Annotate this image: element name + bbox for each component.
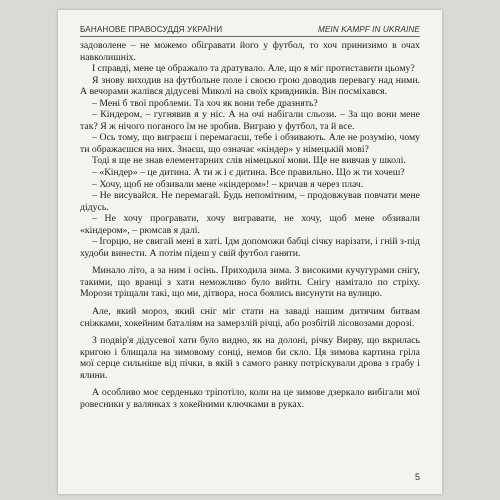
paragraph: А особливо моє серденько тріпотіло, коли на це зимове дзеркало вибігали мої ровесники у валянках з хокейними ключками в руках. [80,387,420,410]
paragraph: Минало літо, а за ним і осінь. Приходила зима. З високими кучугурами снігу, такими, що вранці з хати неможливо було вийти. Снігу намітало по стріху. Морози тріщали такі, що ми, дітвора, носа боялись висунути на вулицю. [80,265,420,300]
paragraph: задоволене – не можемо обігравати його у футбол, то хоч принизимо в очах навколишніх. [80,40,420,63]
paragraph: – Ігорцю, не свигай мені в хаті. Ідм допоможи бабці січку нарізати, і гній з-під худоби винести. А потім підеш у свій футбол ганяти. [80,236,420,259]
paragraph: Тоді я ще не знав елементарних слів німецької мови. Ще не вивчав у школі. [92,155,406,167]
paragraph: Я знову виходив на футбольне поле і своєю грою доводив перевагу над ними. А вечорами жалівся дідусеві Миколі на своїх кривдників. Він посміхався. [80,74,420,98]
book-page [58,10,442,494]
paragraph: – Не хочу програвати, хочу вигравати, не хочу, щоб мене обзивали «кіндером», – рюмсав я далі. [80,213,420,236]
page-number: 5 [414,472,420,482]
paragraph: І справді, мене це ображало та дратувало. Але, що я міг протиставити цьому? [92,63,415,75]
paragraph: – Хочу, щоб не обзивали мене «кіндером»! – кричав я через плач. [92,178,364,190]
paragraph: – Мені б твої проблеми. Та хоч як вони тебе дразнять? [92,97,318,109]
paragraph: – Ось тому, що виграєш і перемагаєш, тебе і обзивають. Але не розумію, чому ти ображаєшся на них. Знаєш, що означає «кіндер» у німецькій мові? [80,132,420,155]
paragraph: – Не висувайся. Не перемагай. Будь непомітним, – продовжував повчати мене дідусь. [80,190,420,213]
page-body [80,40,420,410]
header-section-title: MEIN KAMPF IN UKRAINE [317,25,420,34]
paragraph: – «Кіндер» – це дитина. А ти ж і є дитина. Все правильно. Що ж ти хочеш? [92,167,405,179]
paragraph: – Кіндером, – гугнявив я у ніс. А на очі набігали сльози. – За що вони мене так? Я ж нічого поганого їм не зробив. Виграю у футбол, та й все. [80,109,420,132]
paragraph: Але, який мороз, який сніг міг стати на заваді нашим дитячим битвам сніжками, хокейним баталіям на замерзлій річці, або розбітій лісовозами дорозі. [80,306,420,329]
paragraph: З подвір'я дідусевої хати було видно, як на долоні, річку Вирву, що вкрилась кригою і блищала на зимовому сонці, немов би скло. Ця зимова картина гріла мої серце сильніше від пічки, в якій з самого ранку потріскували дрова з грабу і ялини. [80,335,420,381]
header-book-title: БАНАНОВЕ ПРАВОСУДДЯ УКРАЇНИ [80,25,223,34]
running-header [80,18,420,37]
